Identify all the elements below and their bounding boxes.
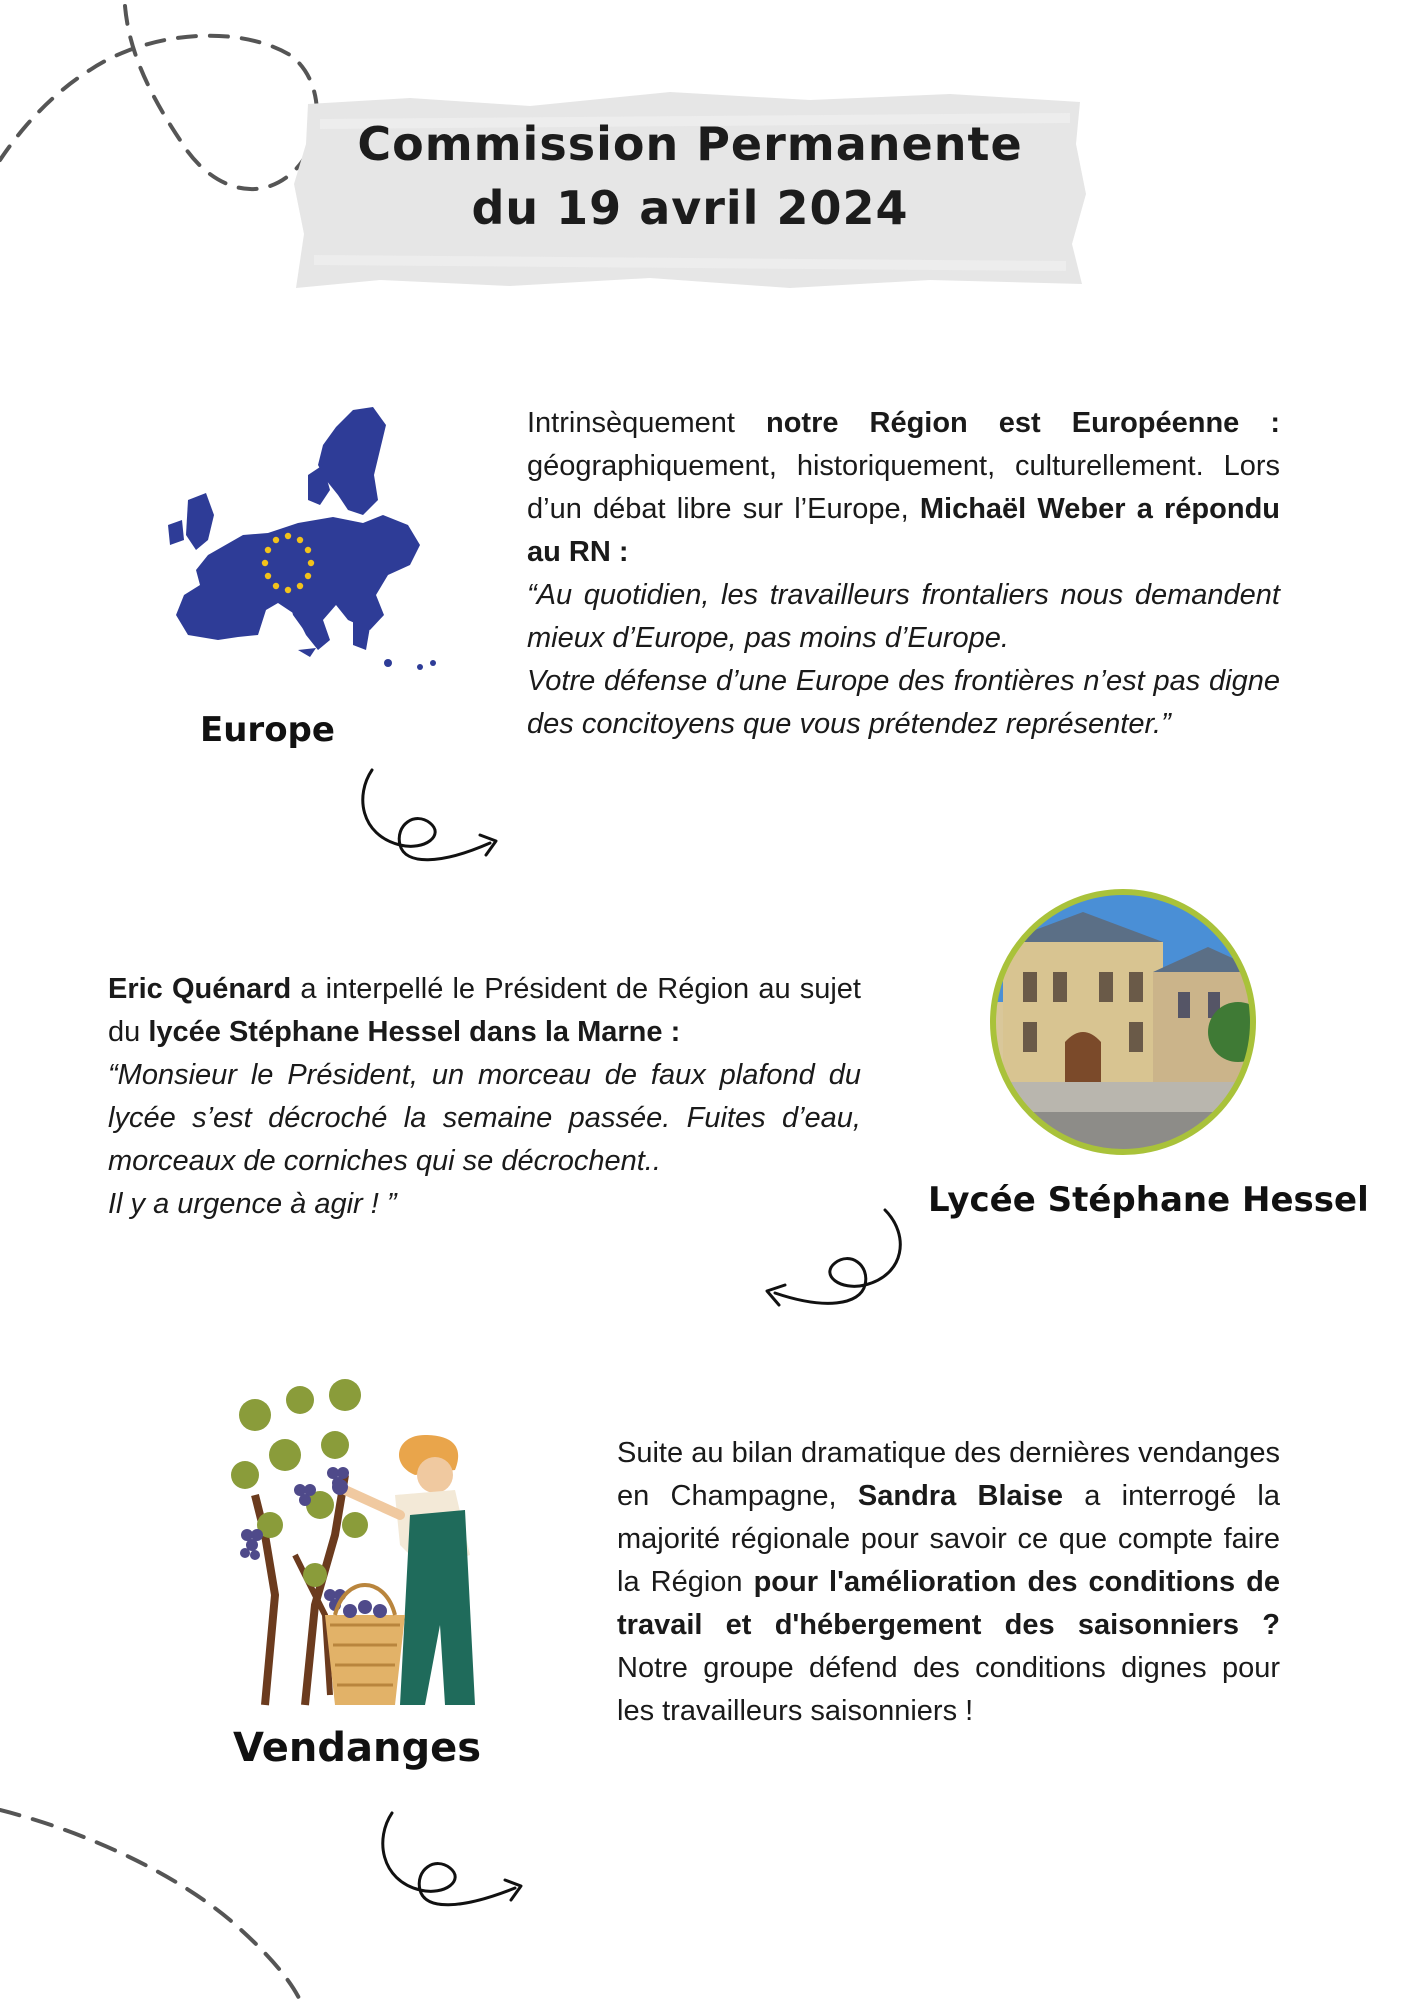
dashed-curve-decoration-bottom bbox=[0, 1790, 340, 2000]
title-line-2: du 19 avril 2024 bbox=[471, 181, 909, 235]
europe-highlight: notre Région est Européenne : bbox=[765, 407, 1280, 439]
europe-quote-1: “Au quotidien, les travailleurs frontaliers nous demandent mieux d’Europe, pas moins d’Europe. bbox=[527, 579, 1280, 654]
grape-harvester-illustration bbox=[225, 1375, 485, 1710]
lycee-photo bbox=[983, 882, 1263, 1162]
europe-caption: Europe bbox=[200, 710, 335, 750]
speaker-name: Sandra Blaise bbox=[857, 1480, 1063, 1512]
speaker-name: Michaël Weber a répondu au RN : bbox=[527, 493, 1280, 568]
lycee-quote-1: “Monsieur le Président, un morceau de faux plafond du lycée s’est décroché la semaine passée. Fuites d’eau, morceaux de corniches qui se décrochent.. bbox=[108, 1059, 861, 1177]
lycee-highlight: lycée Stéphane Hessel dans la Marne : bbox=[148, 1016, 681, 1048]
lycee-caption: Lycée Stéphane Hessel bbox=[928, 1180, 1369, 1220]
lycee-quote-2: Il y a urgence à agir ! ” bbox=[108, 1188, 397, 1220]
europe-paragraph: Intrinsèquement notre Région est Européenne : géographiquement, historiquement, culturellement. Lors d’un débat libre sur l’Europe, Michaël Weber a répondu au RN : “Au quotidien, les travailleurs frontaliers nous demandent mieux d’Europe, pas moins d’Europe. Votre défense d’une Europe des frontières n’est pas digne des concitoyens que vous prétendez représenter.” bbox=[527, 402, 1280, 746]
lycee-paragraph: Eric Quénard a interpellé le Président de Région au sujet du lycée Stéphane Hessel dans la Marne : “Monsieur le Président, un morceau de faux plafond du lycée s’est décroché la semaine passée. Fuites d’eau, morceaux de corniches qui se décrochent.. Il y a urgence à agir ! ” bbox=[108, 968, 861, 1226]
swirl-arrow-icon bbox=[370, 1808, 540, 1923]
swirl-arrow-icon bbox=[350, 765, 520, 875]
vendanges-paragraph: Suite au bilan dramatique des dernières vendanges en Champagne, Sandra Blaise a interrogé la majorité régionale pour savoir ce que compte faire la Région pour l'amélioration des conditions de travail et d'hébergement des saisonniers ? Notre groupe défend des conditions dignes pour les travailleurs saisonniers ! bbox=[617, 1437, 1280, 1727]
title-line-1: Commission Permanente bbox=[357, 117, 1023, 171]
europe-quote-2: Votre défense d’une Europe des frontières n’est pas digne des concitoyens que vous prétendez représenter.” bbox=[527, 665, 1280, 740]
europe-map-icon bbox=[148, 405, 438, 675]
vendanges-caption: Vendanges bbox=[233, 1725, 482, 1771]
page-title bbox=[290, 112, 1090, 240]
vendanges-highlight: pour l'amélioration des conditions de travail et d'hébergement des saisonniers ? bbox=[617, 1566, 1280, 1641]
speaker-name: Eric Quénard bbox=[108, 973, 292, 1005]
